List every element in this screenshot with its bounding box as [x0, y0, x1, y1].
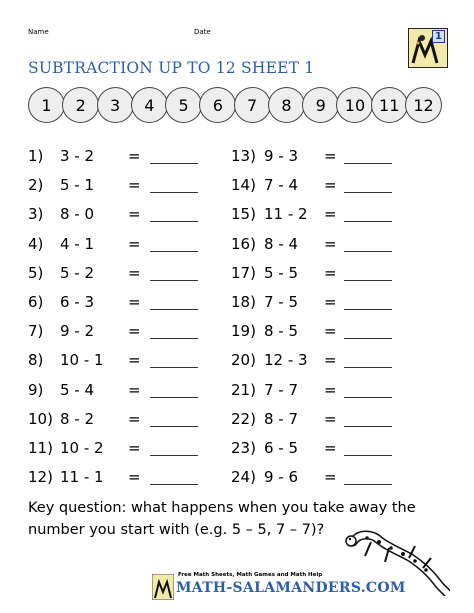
problem-expression: 11 - 2	[264, 205, 308, 224]
problem-row	[231, 204, 431, 224]
answer-blank[interactable]	[344, 309, 392, 310]
problem-number: 4)	[28, 234, 44, 253]
equals-sign: =	[324, 234, 337, 253]
answer-blank[interactable]	[344, 426, 392, 427]
number-circle: 8	[268, 87, 305, 123]
equals-sign: =	[324, 351, 337, 370]
equals-sign: =	[128, 409, 141, 428]
answer-blank[interactable]	[344, 367, 392, 368]
footer-tagline: Free Math Sheets, Math Games and Math Help	[178, 572, 323, 578]
problem-row	[28, 292, 228, 312]
number-circle: 12	[405, 87, 442, 123]
equals-sign: =	[128, 205, 141, 224]
problem-expression: 10 - 1	[60, 351, 104, 370]
equals-sign: =	[128, 176, 141, 195]
problem-row	[231, 350, 431, 370]
problem-row	[231, 146, 431, 166]
problem-row	[231, 234, 431, 254]
math-salamanders-logo-icon	[408, 28, 448, 68]
answer-blank[interactable]	[150, 221, 198, 222]
equals-sign: =	[128, 351, 141, 370]
problem-number: 16)	[231, 234, 256, 253]
answer-blank[interactable]	[150, 484, 198, 485]
answer-blank[interactable]	[344, 192, 392, 193]
number-circle: 2	[62, 87, 99, 123]
equals-sign: =	[324, 205, 337, 224]
equals-sign: =	[128, 439, 141, 457]
equals-sign: =	[128, 468, 141, 487]
footer	[150, 572, 406, 602]
key-question: Key question: what happens when you take away the number you start with (e.g. 5 – 5, 7 – 7)?	[28, 500, 416, 538]
number-circle: 4	[131, 87, 168, 123]
problem-row	[28, 204, 228, 224]
equals-sign: =	[128, 293, 141, 311]
problem-row	[28, 175, 228, 195]
problem-number: 21)	[231, 380, 256, 399]
problem-number: 6)	[28, 293, 44, 311]
problem-number: 18)	[231, 293, 256, 311]
answer-blank[interactable]	[150, 426, 198, 427]
problem-expression: 6 - 5	[264, 439, 299, 457]
equals-sign: =	[324, 147, 337, 165]
date-label: Date	[194, 28, 211, 36]
answer-blank[interactable]	[344, 455, 392, 456]
problem-expression: 8 - 5	[264, 322, 299, 341]
answer-blank[interactable]	[150, 455, 198, 456]
name-label: Name	[28, 28, 49, 36]
problem-row	[231, 321, 431, 341]
problem-row	[231, 263, 431, 283]
answer-blank[interactable]	[150, 338, 198, 339]
answer-blank[interactable]	[344, 338, 392, 339]
number-circle: 1	[28, 87, 65, 123]
equals-sign: =	[324, 176, 337, 195]
problem-number: 7)	[28, 322, 44, 341]
answer-blank[interactable]	[150, 397, 198, 398]
problem-row	[231, 292, 431, 312]
salamander-icon	[345, 528, 450, 596]
problem-row	[28, 409, 228, 429]
problem-expression: 8 - 4	[264, 234, 299, 253]
problem-number: 2)	[28, 176, 44, 195]
problem-row	[28, 321, 228, 341]
footer-logo-icon	[152, 574, 174, 600]
problem-expression: 3 - 2	[60, 147, 95, 165]
answer-blank[interactable]	[344, 397, 392, 398]
problem-row	[28, 350, 228, 370]
problem-expression: 8 - 2	[60, 409, 95, 428]
page-title: SUBTRACTION UP TO 12 SHEET 1	[28, 59, 315, 77]
problem-number: 3)	[28, 205, 44, 224]
answer-blank[interactable]	[150, 280, 198, 281]
number-circle: 7	[234, 87, 271, 123]
problem-row	[28, 438, 228, 458]
problem-number: 12)	[28, 468, 53, 487]
problem-number: 24)	[231, 468, 256, 487]
equals-sign: =	[324, 468, 337, 487]
problem-number: 23)	[231, 439, 256, 457]
equals-sign: =	[128, 234, 141, 253]
problem-expression: 12 - 3	[264, 351, 308, 370]
problem-expression: 9 - 6	[264, 468, 299, 487]
equals-sign: =	[128, 380, 141, 399]
problem-expression: 9 - 3	[264, 147, 299, 165]
number-line	[28, 84, 442, 126]
problem-row	[28, 380, 228, 400]
problem-row	[231, 175, 431, 195]
equals-sign: =	[128, 263, 141, 282]
problem-row	[231, 409, 431, 429]
answer-blank[interactable]	[150, 163, 198, 164]
equals-sign: =	[324, 263, 337, 282]
problem-expression: 7 - 7	[264, 380, 299, 399]
problem-row	[231, 380, 431, 400]
problem-expression: 5 - 4	[60, 380, 95, 399]
problem-number: 10)	[28, 409, 53, 428]
problem-number: 11)	[28, 439, 53, 457]
number-circle: 3	[97, 87, 134, 123]
problem-row	[28, 146, 228, 166]
answer-blank[interactable]	[150, 192, 198, 193]
grade-badge: 1	[432, 30, 445, 43]
problem-row	[28, 467, 228, 487]
problem-expression: 4 - 1	[60, 234, 95, 253]
number-circle: 9	[302, 87, 339, 123]
footer-brand: MATH-SALAMANDERS.COM	[176, 580, 406, 596]
equals-sign: =	[324, 439, 337, 457]
problem-expression: 5 - 5	[264, 263, 299, 282]
answer-blank[interactable]	[344, 280, 392, 281]
problem-number: 15)	[231, 205, 256, 224]
problem-number: 8)	[28, 351, 44, 370]
problem-expression: 8 - 7	[264, 409, 299, 428]
problem-number: 14)	[231, 176, 256, 195]
problem-expression: 11 - 1	[60, 468, 104, 487]
equals-sign: =	[324, 380, 337, 399]
problem-expression: 10 - 2	[60, 439, 104, 457]
problem-number: 13)	[231, 147, 256, 165]
problem-expression: 5 - 1	[60, 176, 95, 195]
problem-expression: 5 - 2	[60, 263, 95, 282]
answer-blank[interactable]	[344, 221, 392, 222]
answer-blank[interactable]	[150, 251, 198, 252]
answer-blank[interactable]	[344, 484, 392, 485]
problem-number: 5)	[28, 263, 44, 282]
problem-expression: 9 - 2	[60, 322, 95, 341]
problem-number: 19)	[231, 322, 256, 341]
number-circle: 5	[165, 87, 202, 123]
answer-blank[interactable]	[150, 367, 198, 368]
problem-row	[28, 234, 228, 254]
problem-row	[231, 467, 431, 487]
equals-sign: =	[324, 293, 337, 311]
problem-expression: 8 - 0	[60, 205, 95, 224]
answer-blank[interactable]	[150, 309, 198, 310]
problem-number: 20)	[231, 351, 256, 370]
number-circle: 10	[336, 87, 373, 123]
equals-sign: =	[128, 322, 141, 341]
problem-expression: 7 - 4	[264, 176, 299, 195]
problem-expression: 7 - 5	[264, 293, 299, 311]
equals-sign: =	[128, 147, 141, 165]
equals-sign: =	[324, 322, 337, 341]
problem-expression: 6 - 3	[60, 293, 95, 311]
problem-number: 1)	[28, 147, 44, 165]
problem-number: 9)	[28, 380, 44, 399]
number-circle: 6	[199, 87, 236, 123]
number-circle: 11	[371, 87, 408, 123]
equals-sign: =	[324, 409, 337, 428]
problem-number: 17)	[231, 263, 256, 282]
answer-blank[interactable]	[344, 251, 392, 252]
problem-row	[231, 438, 431, 458]
problem-number: 22)	[231, 409, 256, 428]
problem-row	[28, 263, 228, 283]
answer-blank[interactable]	[344, 163, 392, 164]
